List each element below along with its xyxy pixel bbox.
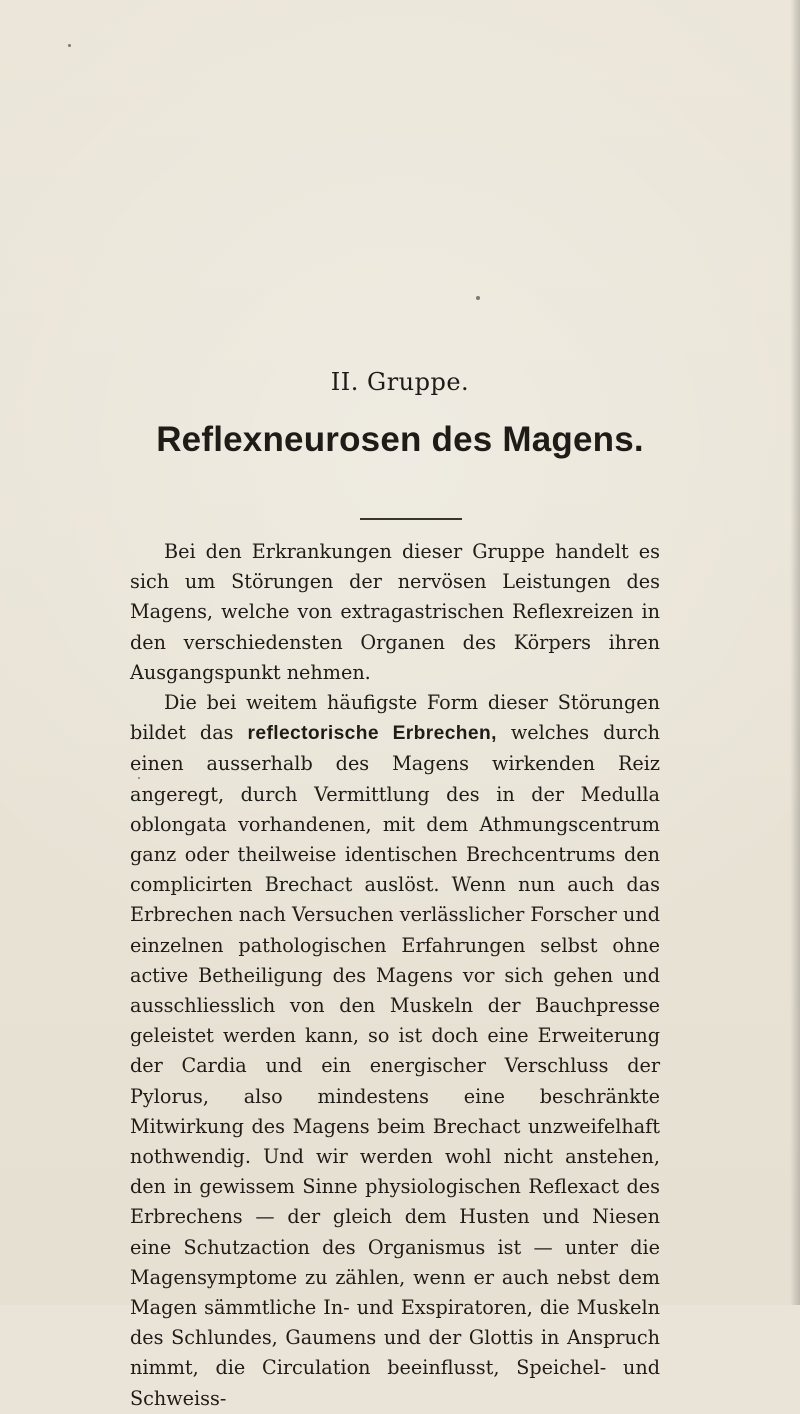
paper-speck [68, 44, 71, 47]
group-heading: II. Gruppe. [330, 368, 470, 396]
paper-speck [476, 296, 480, 300]
emphasis-reflectorische-erbrechen: reflectorische Erbrechen, [247, 723, 497, 745]
paragraph-1: Bei den Erkrankungen dieser Gruppe handelt es sich um Störungen der nervösen Leistungen des Magens, welche von extragastrischen Reflexreizen in den verschiedensten Organen des Körpers ihren Ausgangspunkt nehmen. [130, 540, 660, 684]
paragraph-2-rest: welches durch einen ausserhalb des Magens wirkenden Reiz angeregt, durch Vermittlung des in der Medulla oblongata vorhandenen, mit dem Athmungscentrum ganz oder theilweise identischen Brechcentrums den complicirten Brechact auslöst. Wenn nun auch das Erbrechen nach Versuchen verlässlicher Forscher und einzelnen pathologischen Erfahrungen selbst ohne active Betheiligung des Magens vor sich gehen und ausschliesslich von den Muskeln der Bauchpresse geleistet werden kann, so ist doch eine Erweiterung der Cardia und ein energischer Verschluss der Pylorus, also mindestens eine beschränkte Mitwirkung des Magens beim Brechact unzweifelhaft nothwendig. Und wir werden wohl nicht anstehen, den in gewissem Sinne physiologischen Reflexact des Erbrechens — der gleich dem Husten und Niesen eine Schutzaction des Organismus ist — unter die Magensymptome zu zählen, wenn er auch nebst dem Magen sämmtliche In- und Exspiratoren, die Muskeln des Schlundes, Gaumens und der Glottis in Anspruch nimmt, die Circulation beeinflusst, Speichel- und Schweiss- [130, 721, 660, 1410]
body-text [130, 537, 660, 1414]
chapter-heading: Reflexneurosen des Magens. [156, 420, 644, 459]
paragraph-2 [130, 688, 660, 1414]
title-divider [360, 518, 462, 520]
paragraph-2-start: Die bei weitem häufigste Form dieser Störungen bildet das [130, 691, 660, 745]
page-edge-shadow [790, 0, 800, 1305]
